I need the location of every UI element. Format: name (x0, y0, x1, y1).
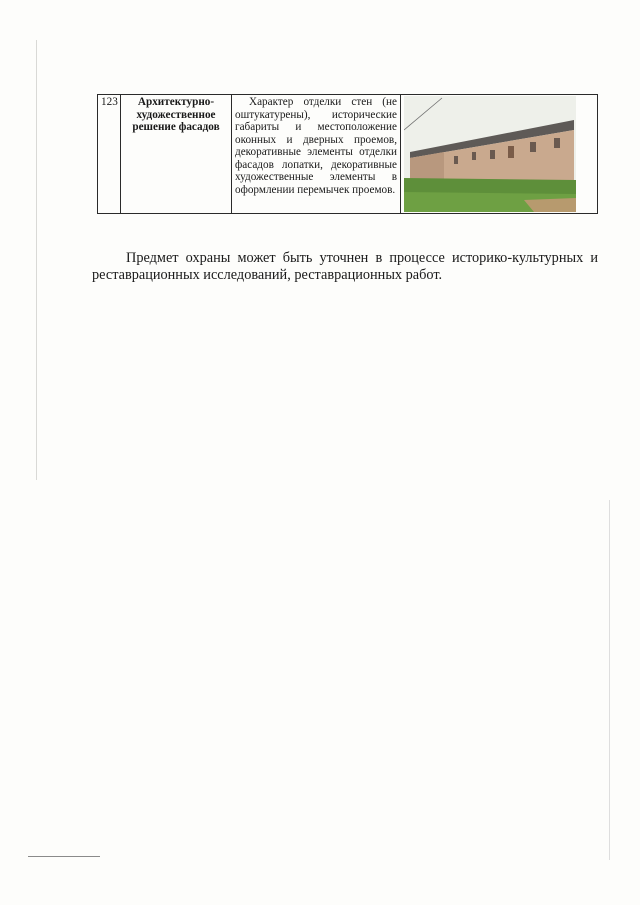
photo-window (472, 152, 476, 160)
photo-window (554, 138, 560, 148)
photo-door (508, 146, 514, 158)
scan-edge-right (609, 500, 610, 860)
table-row (98, 95, 598, 214)
row-photo-cell (401, 95, 598, 214)
row-description: Характер отделки стен (не оштукатурены), исторические габариты и местоположение оконных и дверных проемов, декоративные элементы отделки фасадов лопатки, декоративные художественные элементы в оформлении перемычек проемов. (232, 95, 401, 214)
protection-table (97, 94, 598, 214)
photo-window (454, 156, 458, 164)
scan-edge-left (36, 40, 37, 480)
scan-bottom-line (28, 856, 100, 857)
row-number: 123 (98, 95, 121, 214)
photo-window (530, 142, 536, 152)
protection-note: Предмет охраны может быть уточнен в процессе историко-культурных и реставрационных исследований, реставрационных работ. (92, 250, 598, 283)
row-name: Архитектурно-художественное решение фасадов (121, 95, 232, 214)
building-photo (404, 96, 576, 212)
photo-window (490, 150, 495, 159)
